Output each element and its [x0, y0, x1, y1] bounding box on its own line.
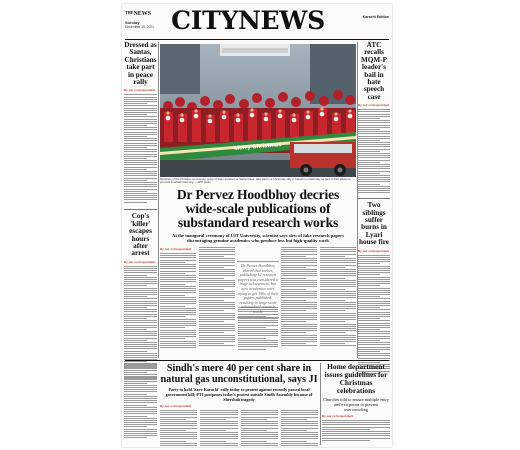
banner-text: Merry Christmas	[234, 142, 282, 152]
bottom-headline[interactable]: Sindh's mere 40 per cent share in natural gas unconstitutional, says JI	[160, 363, 318, 385]
lead-photo[interactable]	[160, 44, 356, 177]
sidebar-byline: By our correspondent	[322, 414, 354, 418]
lead-byline: By our correspondent	[160, 247, 192, 251]
bottom-deck: Party to hold 'Save Karachi' rally today to protest against recently passed local government bill; PTI postpones today's protest outside Sindh Assembly because of Shershah tragedy	[165, 387, 313, 402]
story-body-text	[322, 420, 390, 442]
story-headline[interactable]: ATC recalls MQM-P leader's bail in hate speech case	[361, 41, 387, 101]
photo-caption: Members of the Christian community, many of them dressed as Santa Claus, take part in a Christmas rally in Karachi on Saturday as part of their efforts to promote interfaith harmony. —APP photo	[160, 177, 351, 185]
bottom-story	[160, 363, 318, 447]
story-byline: By our correspondent	[358, 248, 390, 253]
left-bottom-column	[124, 363, 157, 445]
story-byline: By our correspondent	[124, 88, 156, 93]
body-column	[199, 247, 235, 346]
edition-label: Karachi Edition	[362, 15, 389, 19]
story-body-text	[124, 94, 157, 206]
lead-body	[160, 247, 356, 355]
story-byline: By our correspondent	[124, 259, 156, 264]
right-column	[358, 42, 390, 375]
the-news-logo: $^{THE}$NEWS	[125, 10, 152, 17]
masthead-rule	[125, 39, 389, 40]
sidebar-headline[interactable]: Home department issues guidelines for Christmas celebrations	[324, 362, 388, 395]
pull-quote: Dr Pervez Hoodbhoy shared that earlier, publishing 12 research papers was considered a huge achievement, but now academics were trying to get 100s of their papers published, resulting in large-scale substandard research works	[237, 261, 279, 318]
masthead	[122, 4, 392, 40]
story-body-text	[124, 363, 157, 445]
bottom-byline: By our correspondent	[160, 404, 192, 408]
body-column	[160, 253, 196, 348]
left-column	[124, 42, 157, 384]
newspaper-front-page	[122, 4, 392, 447]
story-headline[interactable]: Cop's 'killer' escapes hours after arrest	[129, 212, 152, 258]
sidebar-story	[322, 363, 390, 442]
lead-headline[interactable]: Dr Pervez Hoodbhoy decries wide-scale publications of substandard research works	[176, 187, 340, 231]
story-byline: By our correspondent	[358, 103, 390, 108]
column-divider	[158, 42, 159, 358]
bottom-body	[160, 410, 318, 447]
story-body-text	[358, 109, 390, 195]
story-headline[interactable]: Dressed as Santas, Christians take part in peace rally	[124, 41, 157, 87]
body-column	[281, 247, 317, 346]
christmas-rally-photo	[160, 44, 356, 177]
lead-deck: At the inaugural ceremony of UIT University, scientist says slew of fake research papers discouraging genuine academics who produce less but high-quality work	[172, 233, 344, 244]
section-rule	[125, 360, 389, 361]
story-body-text	[358, 255, 390, 375]
column-divider	[357, 42, 358, 358]
story-headline[interactable]: Two siblings suffer burns in Lyari house fire	[358, 201, 389, 247]
column-divider	[320, 363, 321, 445]
sidebar-deck: Churches told to ensure multiple entry and exit points to prevent overcrowding	[323, 397, 389, 412]
newspaper-title: CITYNEWS	[171, 6, 325, 35]
body-column	[320, 247, 356, 346]
issue-date: Sunday December 19, 2021	[125, 20, 154, 29]
